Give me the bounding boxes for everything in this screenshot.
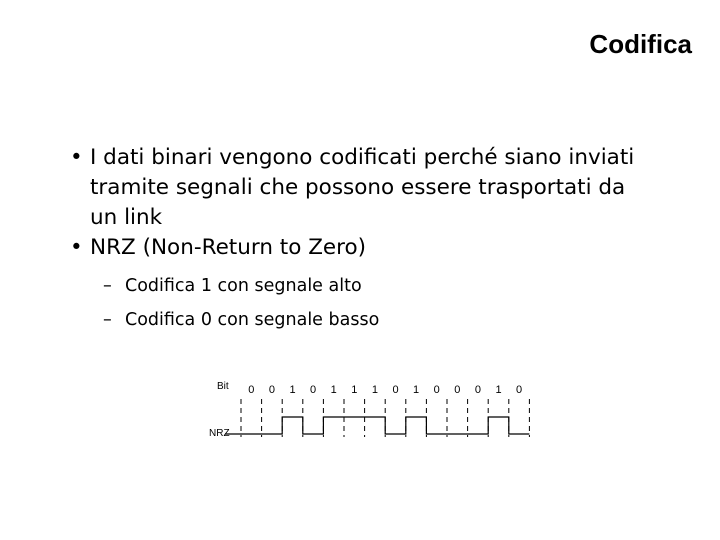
sub-bullet-marker: –	[103, 310, 112, 330]
nrz-diagram	[205, 375, 535, 445]
bullet-text: I dati binari vengono codificati perché siano inviati tramite segnali che possono essere trasportati da un link	[90, 145, 635, 230]
bit-value: 0	[392, 384, 399, 396]
sub-bullet-marker: –	[103, 276, 112, 296]
bit-value: 0	[248, 384, 255, 396]
bit-value: 1	[351, 384, 358, 396]
sub-bullet-item	[103, 274, 362, 298]
bullet-item	[70, 143, 650, 233]
bit-value: 1	[289, 384, 296, 396]
bit-value: 0	[433, 384, 440, 396]
bit-value: 0	[310, 384, 317, 396]
signal-row-label: NRZ	[209, 428, 230, 439]
bit-value: 1	[495, 384, 502, 396]
slide-title: Codifica	[589, 29, 692, 59]
bullet-marker: •	[70, 235, 83, 260]
bit-value: 1	[371, 384, 378, 396]
bit-value: 1	[413, 384, 420, 396]
bullet-marker: •	[70, 145, 83, 170]
bit-value: 0	[516, 384, 523, 396]
bit-value: 0	[268, 384, 275, 396]
bit-value: 1	[330, 384, 337, 396]
nrz-waveform	[225, 417, 529, 434]
sub-bullet-text: Codifica 1 con segnale alto	[125, 276, 362, 296]
bullet-item	[70, 233, 650, 263]
bit-value: 0	[454, 384, 461, 396]
bit-value: 0	[474, 384, 481, 396]
nrz-diagram-svg	[205, 375, 535, 445]
sub-bullet-text: Codifica 0 con segnale basso	[125, 310, 380, 330]
bullet-text: NRZ (Non-Return to Zero)	[90, 235, 367, 260]
bit-row-label: Bit	[217, 381, 229, 392]
sub-bullet-item	[103, 308, 379, 332]
